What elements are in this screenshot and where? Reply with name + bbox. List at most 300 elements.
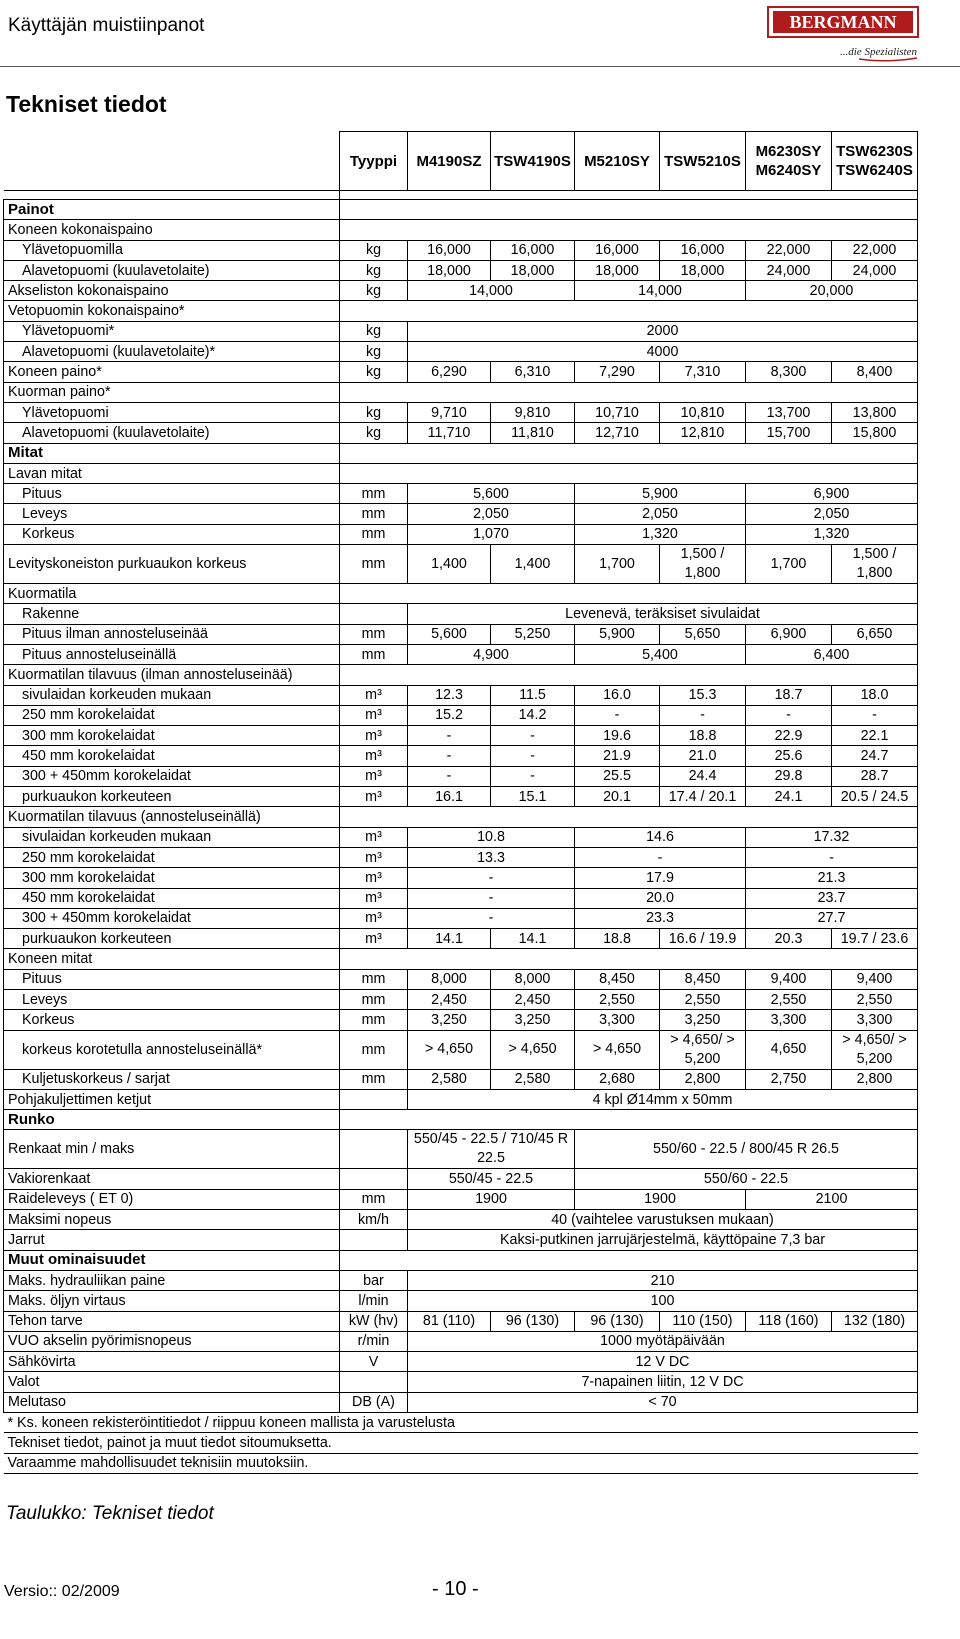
table-header-row bbox=[4, 132, 918, 191]
value-cell: 1900 bbox=[408, 1189, 575, 1209]
table-row bbox=[4, 281, 918, 301]
bergmann-logo bbox=[767, 6, 919, 64]
value-cell: - bbox=[408, 908, 575, 928]
table-row bbox=[4, 1413, 918, 1433]
group-label: Kuormatilan tilavuus (ilman annosteluseinää) bbox=[4, 665, 340, 685]
value-cell: 8,400 bbox=[832, 362, 918, 382]
table-row bbox=[4, 423, 918, 443]
value-cell: 1,500 / 1,800 bbox=[660, 545, 746, 584]
unit-cell: m³ bbox=[340, 726, 408, 746]
value-cell: 2,050 bbox=[408, 504, 575, 524]
table-row bbox=[4, 827, 918, 847]
empty-cell bbox=[340, 1110, 918, 1130]
value-cell: 5,900 bbox=[575, 484, 746, 504]
value-cell: 2,580 bbox=[491, 1069, 575, 1089]
table-row bbox=[4, 868, 918, 888]
unit-cell bbox=[340, 1372, 408, 1392]
row-label: sivulaidan korkeuden mukaan bbox=[4, 827, 340, 847]
row-label: Maksimi nopeus bbox=[4, 1210, 340, 1230]
unit-cell bbox=[340, 1089, 408, 1109]
value-cell: 2,050 bbox=[575, 504, 746, 524]
value-cell: 11,710 bbox=[408, 423, 491, 443]
value-cell: Kaksi-putkinen jarrujärjestelmä, käyttöpaine 7,3 bar bbox=[408, 1230, 918, 1250]
value-cell: 9,710 bbox=[408, 402, 491, 422]
table-row bbox=[4, 807, 918, 827]
model-header: TSW5210S bbox=[660, 132, 746, 191]
value-cell: 6,400 bbox=[746, 644, 918, 664]
unit-cell: m³ bbox=[340, 705, 408, 725]
value-cell: 9,400 bbox=[832, 969, 918, 989]
table-row bbox=[4, 949, 918, 969]
value-cell: 27.7 bbox=[746, 908, 918, 928]
table-caption: Taulukko: Tekniset tiedot bbox=[6, 1503, 214, 1524]
table-row bbox=[4, 1230, 918, 1250]
row-label: purkuaukon korkeuteen bbox=[4, 787, 340, 807]
value-cell: 550/45 - 22.5 / 710/45 R 22.5 bbox=[408, 1130, 575, 1169]
value-cell: 12,710 bbox=[575, 423, 660, 443]
value-cell: 5,900 bbox=[575, 624, 660, 644]
empty-cell bbox=[340, 200, 918, 220]
table-row bbox=[4, 1130, 918, 1169]
model-header: M6230SY M6240SY bbox=[746, 132, 832, 191]
table-row bbox=[4, 524, 918, 544]
value-cell: - bbox=[575, 847, 746, 867]
table-row bbox=[4, 1010, 918, 1030]
row-label: Korkeus bbox=[4, 1010, 340, 1030]
value-cell: 1,500 / 1,800 bbox=[832, 545, 918, 584]
value-cell: - bbox=[575, 705, 660, 725]
value-cell: 1,400 bbox=[491, 545, 575, 584]
value-cell: 100 bbox=[408, 1291, 918, 1311]
table-row bbox=[4, 382, 918, 402]
table-row bbox=[4, 545, 918, 584]
value-cell: 1,070 bbox=[408, 524, 575, 544]
row-label: 450 mm korokelaidat bbox=[4, 746, 340, 766]
value-cell: - bbox=[408, 746, 491, 766]
value-cell: > 4,650/ > 5,200 bbox=[660, 1030, 746, 1069]
value-cell: 18,000 bbox=[660, 260, 746, 280]
table-row bbox=[4, 1069, 918, 1089]
row-label: Renkaat min / maks bbox=[4, 1130, 340, 1169]
row-label: Maks. öljyn virtaus bbox=[4, 1291, 340, 1311]
value-cell: > 4,650 bbox=[575, 1030, 660, 1069]
value-cell: - bbox=[491, 746, 575, 766]
value-cell: - bbox=[408, 888, 575, 908]
unit-cell: mm bbox=[340, 524, 408, 544]
row-label: Ylävetopuomi* bbox=[4, 321, 340, 341]
row-label: Korkeus bbox=[4, 524, 340, 544]
table-row bbox=[4, 1433, 918, 1453]
value-cell: 17.32 bbox=[746, 827, 918, 847]
table-row bbox=[4, 240, 918, 260]
value-cell: 16,000 bbox=[660, 240, 746, 260]
table-row bbox=[4, 685, 918, 705]
header-rule bbox=[0, 66, 960, 67]
table-row bbox=[4, 1030, 918, 1069]
value-cell: 14.2 bbox=[491, 705, 575, 725]
value-cell: 20.3 bbox=[746, 929, 832, 949]
unit-cell: m³ bbox=[340, 685, 408, 705]
value-cell: 18,000 bbox=[408, 260, 491, 280]
value-cell: 7,310 bbox=[660, 362, 746, 382]
value-cell: 16,000 bbox=[491, 240, 575, 260]
group-label: Kuorman paino* bbox=[4, 382, 340, 402]
section-label: Runko bbox=[4, 1110, 340, 1130]
group-label: Lavan mitat bbox=[4, 463, 340, 483]
empty-cell bbox=[340, 949, 918, 969]
unit-cell: mm bbox=[340, 504, 408, 524]
model-header: TSW4190S bbox=[491, 132, 575, 191]
section-label: Muut ominaisuudet bbox=[4, 1250, 340, 1270]
unit-cell: m³ bbox=[340, 746, 408, 766]
value-cell: 23.7 bbox=[746, 888, 918, 908]
value-cell: - bbox=[408, 766, 491, 786]
value-cell: 2,580 bbox=[408, 1069, 491, 1089]
value-cell: - bbox=[408, 868, 575, 888]
table-row bbox=[4, 644, 918, 664]
unit-cell: kg bbox=[340, 281, 408, 301]
table-row bbox=[4, 1291, 918, 1311]
note-text: Tekniset tiedot, painot ja muut tiedot sitoumuksetta. bbox=[4, 1433, 918, 1453]
unit-cell bbox=[340, 1130, 408, 1169]
group-label: Koneen kokonaispaino bbox=[4, 220, 340, 240]
value-cell: 15.2 bbox=[408, 705, 491, 725]
table-row bbox=[4, 1453, 918, 1473]
empty-cell bbox=[340, 1250, 918, 1270]
row-label: 250 mm korokelaidat bbox=[4, 705, 340, 725]
value-cell: 17.4 / 20.1 bbox=[660, 787, 746, 807]
table-row bbox=[4, 726, 918, 746]
value-cell: 1900 bbox=[575, 1189, 746, 1209]
value-cell: 20.0 bbox=[575, 888, 746, 908]
value-cell: 2,450 bbox=[491, 989, 575, 1009]
group-label: Vetopuomin kokonaispaino* bbox=[4, 301, 340, 321]
value-cell: 3,300 bbox=[746, 1010, 832, 1030]
value-cell: 20.5 / 24.5 bbox=[832, 787, 918, 807]
row-label: purkuaukon korkeuteen bbox=[4, 929, 340, 949]
value-cell: 3,250 bbox=[660, 1010, 746, 1030]
value-cell: 4 kpl Ø14mm x 50mm bbox=[408, 1089, 918, 1109]
value-cell: 110 (150) bbox=[660, 1311, 746, 1331]
value-cell: 24,000 bbox=[832, 260, 918, 280]
value-cell: 2100 bbox=[746, 1189, 918, 1209]
row-label: Alavetopuomi (kuulavetolaite)* bbox=[4, 342, 340, 362]
logo-text: BERGMANN bbox=[789, 12, 897, 32]
value-cell: 10,710 bbox=[575, 402, 660, 422]
group-label: Kuormatilan tilavuus (annosteluseinällä) bbox=[4, 807, 340, 827]
value-cell: 19.7 / 23.6 bbox=[832, 929, 918, 949]
value-cell: 1,700 bbox=[575, 545, 660, 584]
section-label: Mitat bbox=[4, 443, 340, 463]
table-row bbox=[4, 584, 918, 604]
logo-tagline: ...die Spezialisten bbox=[840, 46, 917, 58]
unit-cell: km/h bbox=[340, 1210, 408, 1230]
value-cell: 11,810 bbox=[491, 423, 575, 443]
unit-cell: l/min bbox=[340, 1291, 408, 1311]
value-cell: 6,900 bbox=[746, 624, 832, 644]
table-row bbox=[4, 504, 918, 524]
unit-cell: mm bbox=[340, 1189, 408, 1209]
model-header: TSW6230S TSW6240S bbox=[832, 132, 918, 191]
value-cell: 21.3 bbox=[746, 868, 918, 888]
table-row bbox=[4, 929, 918, 949]
value-cell: 15,800 bbox=[832, 423, 918, 443]
row-label: Jarrut bbox=[4, 1230, 340, 1250]
unit-cell: mm bbox=[340, 484, 408, 504]
value-cell: 18,000 bbox=[575, 260, 660, 280]
value-cell: 6,290 bbox=[408, 362, 491, 382]
table-row bbox=[4, 746, 918, 766]
unit-cell: mm bbox=[340, 644, 408, 664]
value-cell: 96 (130) bbox=[491, 1311, 575, 1331]
empty-cell bbox=[340, 443, 918, 463]
value-cell: - bbox=[491, 726, 575, 746]
unit-cell: m³ bbox=[340, 929, 408, 949]
value-cell: 8,450 bbox=[575, 969, 660, 989]
value-cell: Levenevä, teräksiset sivulaidat bbox=[408, 604, 918, 624]
value-cell: 2,550 bbox=[575, 989, 660, 1009]
unit-cell: m³ bbox=[340, 868, 408, 888]
unit-cell: DB (A) bbox=[340, 1392, 408, 1412]
value-cell: 6,650 bbox=[832, 624, 918, 644]
value-cell: 25.5 bbox=[575, 766, 660, 786]
value-cell: 14,000 bbox=[575, 281, 746, 301]
value-cell: 6,900 bbox=[746, 484, 918, 504]
empty-cell bbox=[340, 665, 918, 685]
table-row bbox=[4, 362, 918, 382]
empty-cell bbox=[340, 463, 918, 483]
value-cell: 23.3 bbox=[575, 908, 746, 928]
table-row bbox=[4, 888, 918, 908]
value-cell: 96 (130) bbox=[575, 1311, 660, 1331]
unit-cell: mm bbox=[340, 1069, 408, 1089]
value-cell: 1,400 bbox=[408, 545, 491, 584]
value-cell: 5,400 bbox=[575, 644, 746, 664]
unit-cell: kg bbox=[340, 402, 408, 422]
value-cell: 5,250 bbox=[491, 624, 575, 644]
value-cell: 5,650 bbox=[660, 624, 746, 644]
value-cell: 18.0 bbox=[832, 685, 918, 705]
row-label: Pituus annosteluseinällä bbox=[4, 644, 340, 664]
value-cell: - bbox=[660, 705, 746, 725]
value-cell: 132 (180) bbox=[832, 1311, 918, 1331]
table-row bbox=[4, 1189, 918, 1209]
table-row bbox=[4, 908, 918, 928]
row-label: Koneen paino* bbox=[4, 362, 340, 382]
spacer-cell bbox=[340, 191, 918, 200]
value-cell: 8,000 bbox=[491, 969, 575, 989]
value-cell: 14,000 bbox=[408, 281, 575, 301]
empty-cell bbox=[340, 301, 918, 321]
table-row bbox=[4, 1352, 918, 1372]
row-label: Alavetopuomi (kuulavetolaite) bbox=[4, 260, 340, 280]
value-cell: 16.0 bbox=[575, 685, 660, 705]
value-cell: 2,680 bbox=[575, 1069, 660, 1089]
value-cell: 550/60 - 22.5 bbox=[575, 1169, 918, 1189]
unit-cell: kg bbox=[340, 321, 408, 341]
spec-table bbox=[3, 131, 918, 1474]
value-cell: 2,800 bbox=[832, 1069, 918, 1089]
row-label: Akseliston kokonaispaino bbox=[4, 281, 340, 301]
value-cell: 13,700 bbox=[746, 402, 832, 422]
value-cell: 40 (vaihtelee varustuksen mukaan) bbox=[408, 1210, 918, 1230]
value-cell: 13,800 bbox=[832, 402, 918, 422]
value-cell: 14.6 bbox=[575, 827, 746, 847]
spacer-cell bbox=[4, 191, 340, 200]
row-label: 300 + 450mm korokelaidat bbox=[4, 908, 340, 928]
value-cell: - bbox=[408, 726, 491, 746]
row-label: korkeus korotetulla annosteluseinällä* bbox=[4, 1030, 340, 1069]
value-cell: 550/60 - 22.5 / 800/45 R 26.5 bbox=[575, 1130, 918, 1169]
row-label: Pituus ilman annosteluseinää bbox=[4, 624, 340, 644]
value-cell: 8,000 bbox=[408, 969, 491, 989]
unit-cell: kW (hv) bbox=[340, 1311, 408, 1331]
table-row bbox=[4, 766, 918, 786]
row-label: Tehon tarve bbox=[4, 1311, 340, 1331]
value-cell: 2,050 bbox=[746, 504, 918, 524]
value-cell: 3,300 bbox=[575, 1010, 660, 1030]
note-text: Varaamme mahdollisuudet teknisiin muutoksiin. bbox=[4, 1453, 918, 1473]
value-cell: 13.3 bbox=[408, 847, 575, 867]
group-label: Koneen mitat bbox=[4, 949, 340, 969]
table-row bbox=[4, 1089, 918, 1109]
row-label: Pituus bbox=[4, 969, 340, 989]
value-cell: > 4,650 bbox=[408, 1030, 491, 1069]
value-cell: 22.9 bbox=[746, 726, 832, 746]
value-cell: 28.7 bbox=[832, 766, 918, 786]
value-cell: 14.1 bbox=[491, 929, 575, 949]
value-cell: 20.1 bbox=[575, 787, 660, 807]
row-label: Sähkövirta bbox=[4, 1352, 340, 1372]
value-cell: 22.1 bbox=[832, 726, 918, 746]
value-cell: 4000 bbox=[408, 342, 918, 362]
value-cell: 6,310 bbox=[491, 362, 575, 382]
unit-cell: kg bbox=[340, 240, 408, 260]
value-cell: 7-napainen liitin, 12 V DC bbox=[408, 1372, 918, 1392]
row-label: 300 mm korokelaidat bbox=[4, 868, 340, 888]
unit-cell: m³ bbox=[340, 827, 408, 847]
value-cell: 18.8 bbox=[575, 929, 660, 949]
row-label: Kuljetuskorkeus / sarjat bbox=[4, 1069, 340, 1089]
row-label: Rakenne bbox=[4, 604, 340, 624]
value-cell: 1000 myötäpäivään bbox=[408, 1331, 918, 1351]
row-label: Pohjakuljettimen ketjut bbox=[4, 1089, 340, 1109]
value-cell: 15.3 bbox=[660, 685, 746, 705]
unit-cell: mm bbox=[340, 624, 408, 644]
table-row bbox=[4, 301, 918, 321]
value-cell: 4,900 bbox=[408, 644, 575, 664]
model-header: M5210SY bbox=[575, 132, 660, 191]
value-cell: < 70 bbox=[408, 1392, 918, 1412]
row-label: Melutaso bbox=[4, 1392, 340, 1412]
value-cell: 8,300 bbox=[746, 362, 832, 382]
row-label: Raideleveys ( ET 0) bbox=[4, 1189, 340, 1209]
table-row bbox=[4, 342, 918, 362]
table-row bbox=[4, 1392, 918, 1412]
value-cell: 25.6 bbox=[746, 746, 832, 766]
value-cell: 5,600 bbox=[408, 484, 575, 504]
value-cell: 16.1 bbox=[408, 787, 491, 807]
row-label: Levityskoneiston purkuaukon korkeus bbox=[4, 545, 340, 584]
value-cell: 2000 bbox=[408, 321, 918, 341]
unit-cell bbox=[340, 604, 408, 624]
value-cell: 11.5 bbox=[491, 685, 575, 705]
value-cell: > 4,650 bbox=[491, 1030, 575, 1069]
value-cell: 10.8 bbox=[408, 827, 575, 847]
value-cell: 1,700 bbox=[746, 545, 832, 584]
table-row bbox=[4, 463, 918, 483]
unit-cell: mm bbox=[340, 1030, 408, 1069]
value-cell: 550/45 - 22.5 bbox=[408, 1169, 575, 1189]
value-cell: - bbox=[746, 705, 832, 725]
row-label: Valot bbox=[4, 1372, 340, 1392]
value-cell: 7,290 bbox=[575, 362, 660, 382]
value-cell: 2,750 bbox=[746, 1069, 832, 1089]
value-cell: 15.1 bbox=[491, 787, 575, 807]
value-cell: 2,550 bbox=[660, 989, 746, 1009]
row-label: 450 mm korokelaidat bbox=[4, 888, 340, 908]
unit-cell bbox=[340, 1230, 408, 1250]
unit-cell: mm bbox=[340, 969, 408, 989]
table-row bbox=[4, 484, 918, 504]
value-cell: 8,450 bbox=[660, 969, 746, 989]
table-row bbox=[4, 1372, 918, 1392]
value-cell: 18.7 bbox=[746, 685, 832, 705]
value-cell: 15,700 bbox=[746, 423, 832, 443]
table-row bbox=[4, 260, 918, 280]
table-row bbox=[4, 989, 918, 1009]
table-row bbox=[4, 1331, 918, 1351]
unit-cell: kg bbox=[340, 260, 408, 280]
value-cell: 1,320 bbox=[575, 524, 746, 544]
table-row bbox=[4, 443, 918, 463]
value-cell: 24.7 bbox=[832, 746, 918, 766]
table-row bbox=[4, 321, 918, 341]
table-row bbox=[4, 220, 918, 240]
value-cell: 16.6 / 19.9 bbox=[660, 929, 746, 949]
value-cell: 19.6 bbox=[575, 726, 660, 746]
table-row bbox=[4, 604, 918, 624]
value-cell: 3,250 bbox=[408, 1010, 491, 1030]
row-label: Pituus bbox=[4, 484, 340, 504]
table-row bbox=[4, 705, 918, 725]
unit-cell: m³ bbox=[340, 908, 408, 928]
table-row bbox=[4, 1270, 918, 1290]
table-row bbox=[4, 847, 918, 867]
table-row bbox=[4, 1210, 918, 1230]
value-cell: 17.9 bbox=[575, 868, 746, 888]
note-text: * Ks. koneen rekisteröintitiedot / riippuu koneen mallista ja varustelusta bbox=[4, 1413, 918, 1433]
value-cell: 18,000 bbox=[491, 260, 575, 280]
value-cell: > 4,650/ > 5,200 bbox=[832, 1030, 918, 1069]
value-cell: 210 bbox=[408, 1270, 918, 1290]
row-label: 300 mm korokelaidat bbox=[4, 726, 340, 746]
value-cell: 2,800 bbox=[660, 1069, 746, 1089]
value-cell: 1,320 bbox=[746, 524, 918, 544]
row-label: Leveys bbox=[4, 504, 340, 524]
unit-cell: mm bbox=[340, 989, 408, 1009]
value-cell: 12,810 bbox=[660, 423, 746, 443]
spec-body bbox=[4, 191, 918, 1474]
unit-cell: bar bbox=[340, 1270, 408, 1290]
table-row bbox=[4, 969, 918, 989]
unit-cell bbox=[340, 1169, 408, 1189]
value-cell: 9,810 bbox=[491, 402, 575, 422]
unit-cell: m³ bbox=[340, 766, 408, 786]
value-cell: - bbox=[746, 847, 918, 867]
table-row bbox=[4, 402, 918, 422]
value-cell: 24,000 bbox=[746, 260, 832, 280]
